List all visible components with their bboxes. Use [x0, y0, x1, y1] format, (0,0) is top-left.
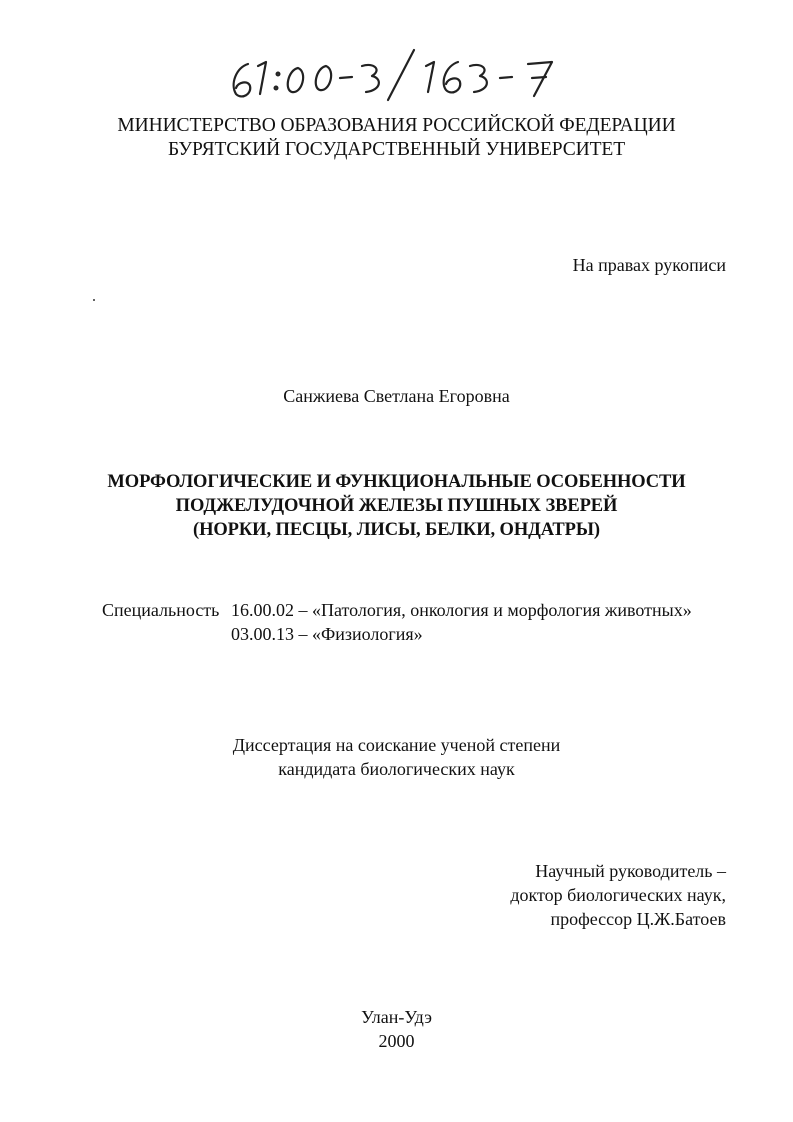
ministry-heading — [0, 114, 793, 162]
imprint — [0, 1005, 793, 1053]
city: Улан-Удэ — [361, 1007, 432, 1027]
supervisor-line-2: доктор биологических наук, — [510, 885, 726, 905]
specialty-item: 16.00.02 – «Патология, онкология и морфология животных» — [231, 600, 692, 620]
title-line-3: (НОРКИ, ПЕСЦЫ, ЛИСЫ, БЕЛКИ, ОНДАТРЫ) — [193, 520, 600, 540]
specialty-item: 03.00.13 – «Физиология» — [231, 624, 423, 644]
scan-speck — [93, 299, 95, 301]
supervisor-block — [510, 859, 726, 931]
handwritten-catalog-number — [222, 44, 602, 104]
author-name: Санжиева Светлана Егоровна — [283, 386, 510, 406]
rights-note: На правах рукописи — [572, 255, 726, 275]
dissertation-title — [0, 470, 793, 542]
supervisor-line-3: профессор Ц.Ж.Батоев — [550, 909, 726, 929]
degree-line-2: кандидата биологических наук — [278, 759, 515, 779]
title-line-2: ПОДЖЕЛУДОЧНОЙ ЖЕЛЕЗЫ ПУШНЫХ ЗВЕРЕЙ — [175, 496, 618, 516]
university-name: БУРЯТСКИЙ ГОСУДАРСТВЕННЫЙ УНИВЕРСИТЕТ — [167, 139, 626, 160]
supervisor-line-1: Научный руководитель – — [535, 861, 726, 881]
title-line-1: МОРФОЛОГИЧЕСКИЕ И ФУНКЦИОНАЛЬНЫЕ ОСОБЕННОСТИ — [107, 472, 686, 492]
degree-statement — [0, 733, 793, 781]
specialty-label: Специальность — [102, 600, 220, 620]
degree-line-1: Диссертация на соискание ученой степени — [232, 735, 561, 755]
year: 2000 — [378, 1031, 415, 1051]
ministry-name: МИНИСТЕРСТВО ОБРАЗОВАНИЯ РОССИЙСКОЙ ФЕДЕРАЦИИ — [117, 115, 676, 136]
